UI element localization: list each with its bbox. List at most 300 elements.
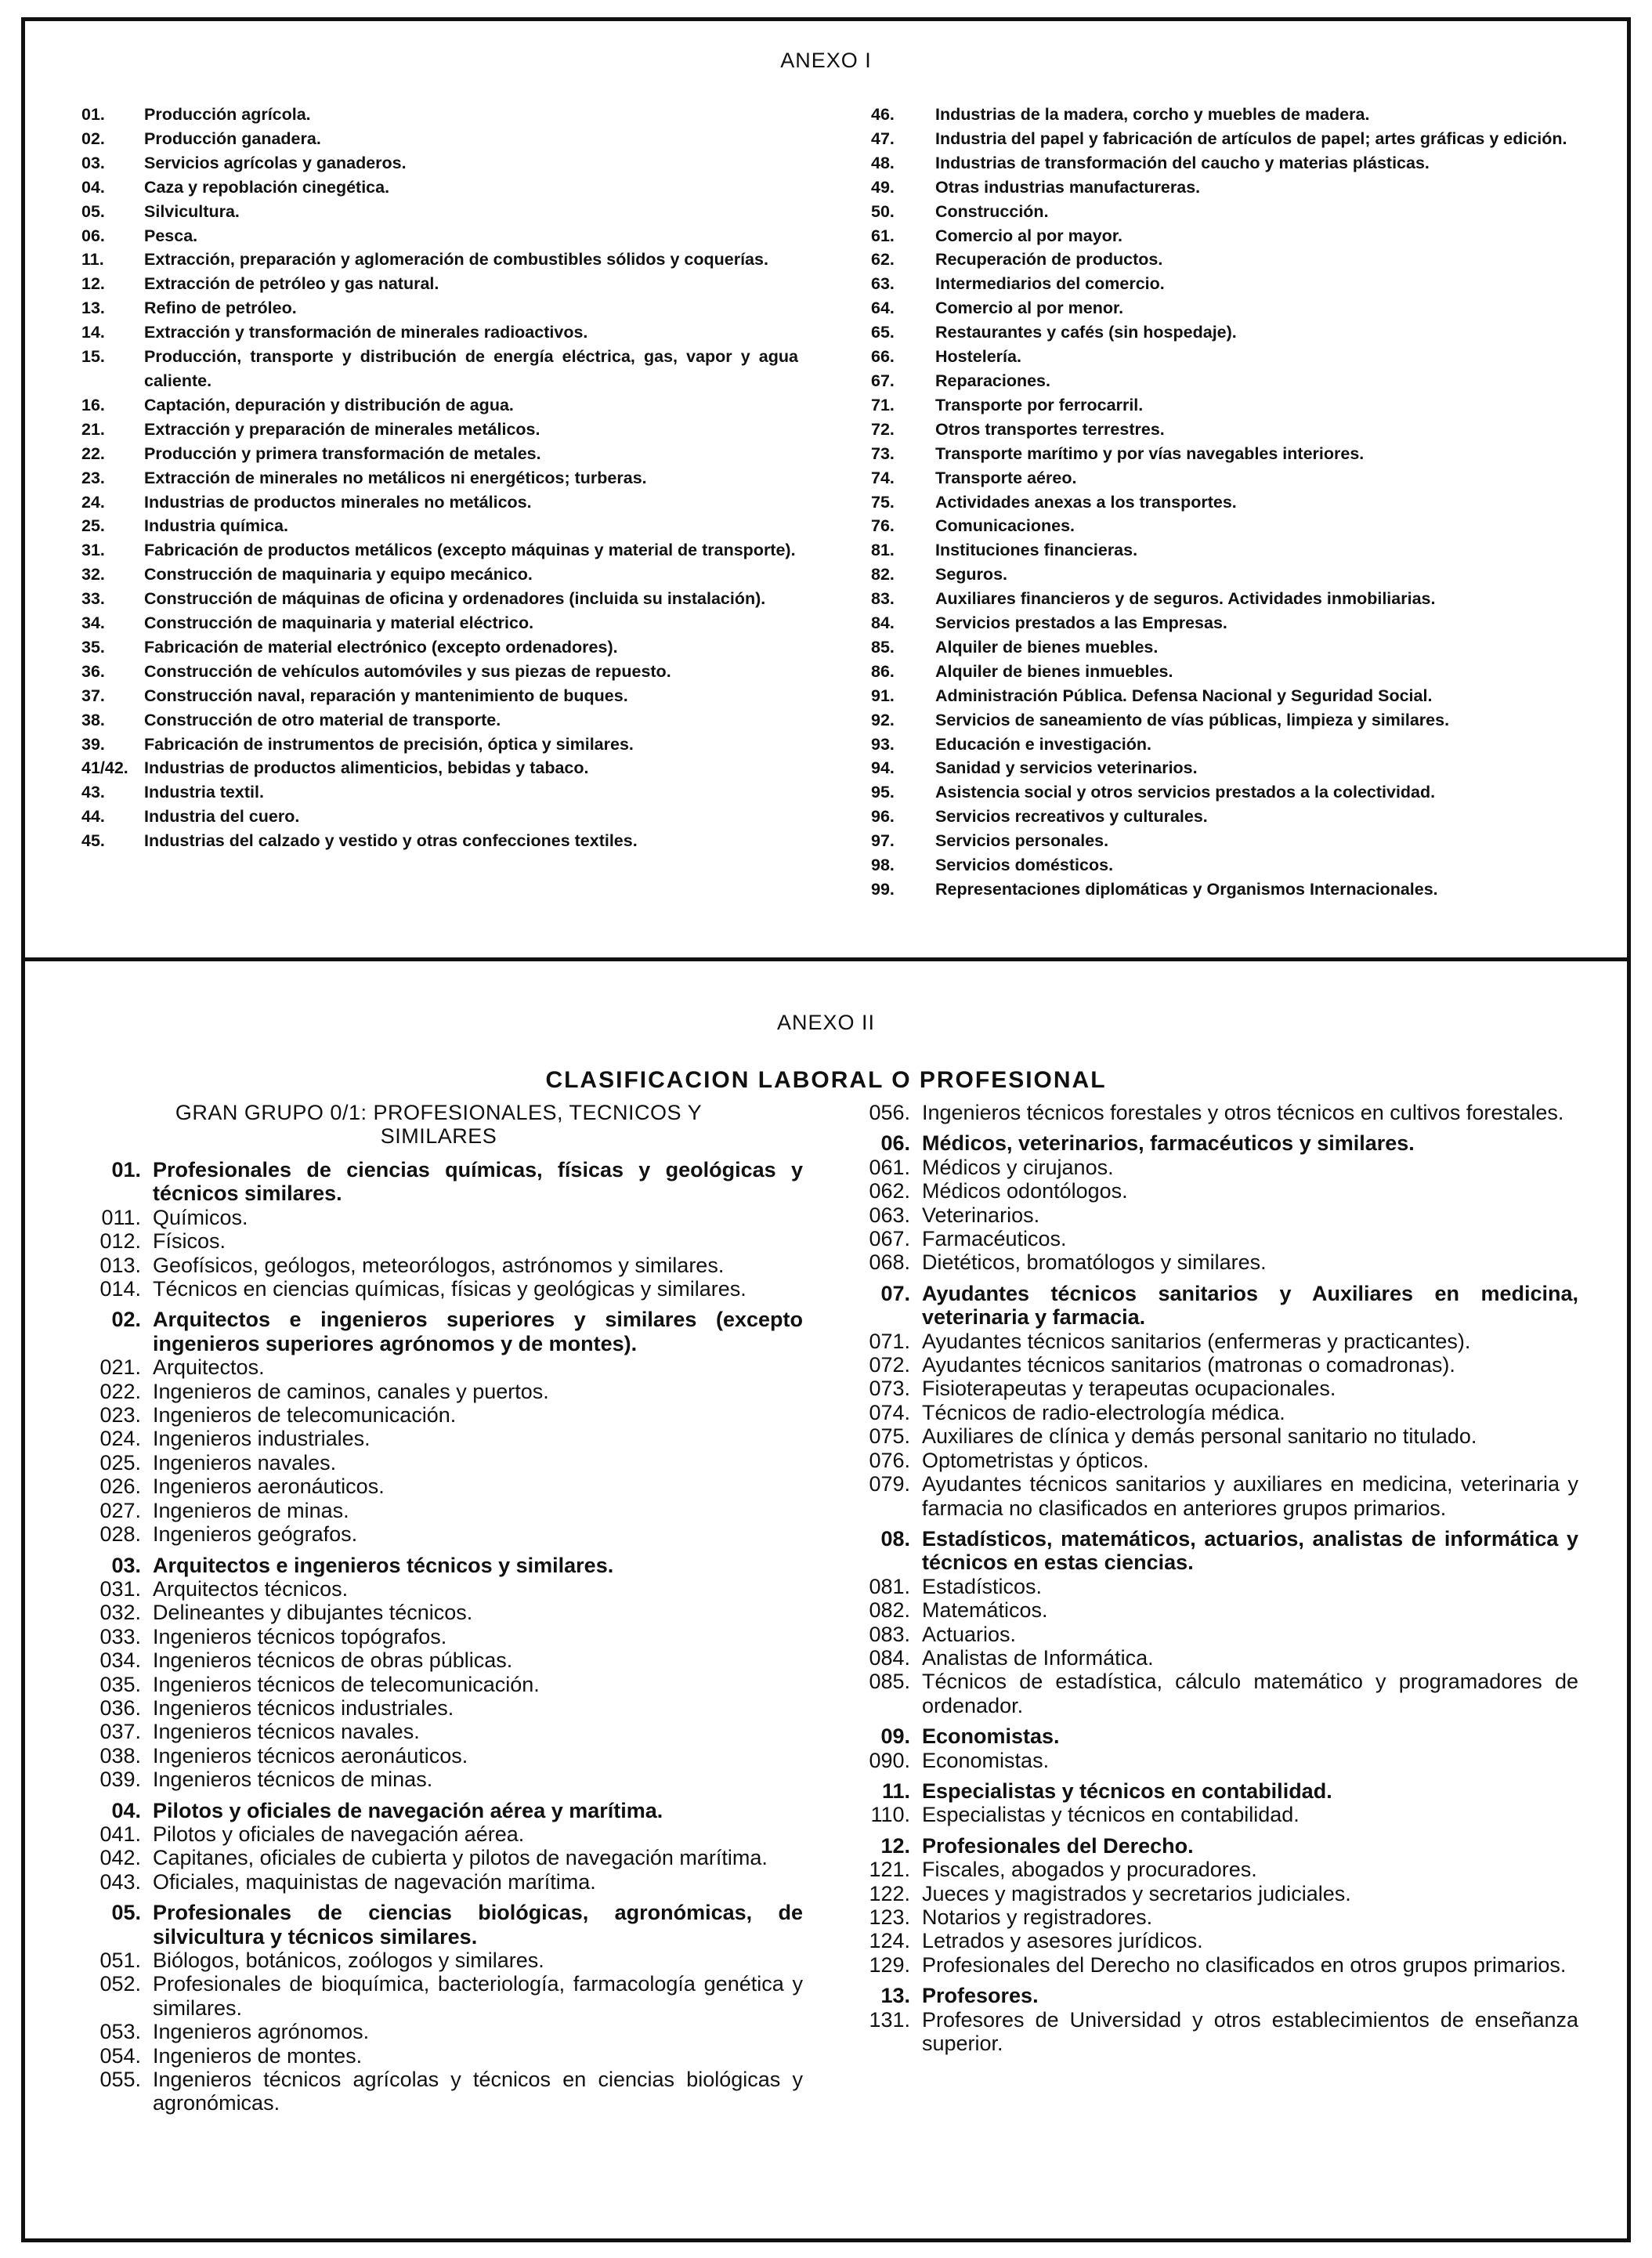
entry-code: 056. (869, 1101, 910, 1124)
list-item (81, 756, 798, 780)
list-item (838, 1250, 1578, 1274)
entry-code: 012. (99, 1229, 141, 1254)
entry-code: 014. (99, 1277, 141, 1301)
entry-text: Ingenieros técnicos topógrafos. (153, 1624, 447, 1648)
list-item (81, 660, 798, 684)
entry-text: Industria textil. (144, 783, 264, 802)
entry-code: 076. (869, 1448, 910, 1472)
entry-code: 122. (869, 1881, 910, 1905)
entry-text: Profesionales del Derecho. (922, 1833, 1194, 1858)
list-item (871, 248, 1584, 272)
list-item (871, 345, 1584, 369)
entry-code: 04. (111, 1798, 141, 1822)
list-item (838, 1929, 1578, 1952)
entry-text: Comercio al por menor. (935, 299, 1124, 318)
list-item (871, 369, 1584, 393)
entry-text: Técnicos en ciencias químicas, físicas y geológicas y similares. (153, 1277, 746, 1301)
list-item (70, 1673, 803, 1696)
entry-code: 037. (99, 1720, 141, 1744)
list-item (81, 176, 798, 200)
list-item (70, 2020, 803, 2043)
list-item (838, 1449, 1578, 1472)
annex2-right-column (838, 1101, 1578, 2055)
list-item (871, 127, 1584, 151)
entry-code: 82. (871, 565, 895, 584)
entry-code: 129. (869, 1952, 910, 1977)
list-item (871, 272, 1584, 296)
list-item (81, 490, 798, 515)
entry-text: Alquiler de bienes inmuebles. (935, 661, 1173, 681)
entry-code: 44. (81, 807, 105, 827)
list-item (81, 200, 798, 224)
entry-text: Químicos. (153, 1205, 248, 1229)
list-item (871, 393, 1584, 418)
entry-code: 43. (81, 783, 105, 802)
entry-text: Industrias de productos alimenticios, bebidas y tabaco. (144, 758, 589, 778)
entry-code: 31. (81, 541, 105, 560)
entry-text: Especialistas y técnicos en contabilidad. (922, 1779, 1332, 1803)
entry-code: 61. (871, 226, 895, 245)
list-item (838, 1646, 1578, 1670)
entry-code: 83. (871, 589, 895, 609)
entry-text: Ingenieros industriales. (153, 1427, 371, 1451)
entry-code: 93. (871, 734, 895, 754)
entry-code: 08. (880, 1526, 910, 1551)
entry-text: Transporte por ferrocarril. (935, 395, 1144, 414)
entry-code: 50. (871, 201, 895, 221)
entry-text: Analistas de Informática. (922, 1645, 1154, 1670)
list-item (838, 1377, 1578, 1400)
entry-text: Profesores de Universidad y otros establecimientos de enseñanza superior. (922, 2007, 1578, 2056)
entry-code: 04. (81, 177, 105, 197)
entry-text: Seguros. (935, 565, 1007, 584)
entry-code: 35. (81, 637, 105, 657)
entry-text: Ingenieros de montes. (153, 2043, 363, 2068)
list-item (81, 635, 798, 660)
entry-text: Servicios recreativos y culturales. (935, 807, 1208, 827)
entry-text: Servicios domésticos. (935, 856, 1114, 875)
entry-code: 64. (871, 299, 895, 318)
list-item (871, 176, 1584, 200)
entry-text: Fabricación de instrumentos de precisión, óptica y similares. (144, 734, 634, 754)
list-item (70, 1601, 803, 1624)
entry-text: Economistas. (922, 1724, 1060, 1749)
category-entry (838, 1131, 1578, 1155)
list-item (70, 1229, 803, 1253)
list-item (70, 1625, 803, 1648)
entry-code: 06. (81, 226, 105, 245)
entry-text: Profesores. (922, 1984, 1039, 2008)
entry-code: 038. (99, 1743, 141, 1768)
entry-code: 02. (81, 128, 105, 148)
list-item (871, 780, 1584, 805)
entry-code: 075. (869, 1424, 910, 1449)
list-item (70, 1577, 803, 1601)
entry-code: 63. (871, 274, 895, 294)
entry-text: Biólogos, botánicos, zoólogos y similares. (153, 1949, 544, 1972)
list-item (871, 490, 1584, 515)
entry-text: Capitanes, oficiales de cubierta y pilotos de navegación marítima. (153, 1846, 768, 1870)
list-item (838, 1905, 1578, 1929)
entry-text: Pilotos y oficiales de navegación aérea y marítima. (153, 1798, 663, 1822)
list-item (70, 1475, 803, 1498)
entry-code: 025. (99, 1450, 141, 1475)
entry-code: 026. (99, 1475, 141, 1499)
list-item (838, 1803, 1578, 1826)
entry-text: Silvicultura. (144, 201, 240, 221)
entry-code: 071. (869, 1329, 910, 1353)
list-item (838, 2008, 1578, 2056)
entry-code: 090. (869, 1748, 910, 1772)
list-item (871, 151, 1584, 176)
entry-code: 067. (869, 1227, 910, 1251)
entry-code: 66. (871, 347, 895, 367)
list-item (838, 1749, 1578, 1772)
entry-code: 96. (871, 807, 895, 827)
entry-text: Ayudantes técnicos sanitarios (enfermeras y practicantes). (922, 1329, 1471, 1353)
entry-code: 032. (99, 1601, 141, 1625)
entry-text: Instituciones financieras. (935, 541, 1138, 560)
entry-code: 024. (99, 1427, 141, 1451)
entry-code: 97. (871, 831, 895, 851)
entry-text: Comercio al por mayor. (935, 226, 1122, 245)
list-item (70, 1846, 803, 1869)
entry-code: 48. (871, 153, 895, 172)
entry-text: Auxiliares financieros y de seguros. Actividades inmobiliarias. (935, 589, 1436, 609)
entry-text: Ingenieros técnicos de obras públicas. (153, 1648, 513, 1673)
entry-code: 068. (869, 1250, 910, 1275)
entry-code: 034. (99, 1648, 141, 1673)
category-entry (70, 1799, 803, 1822)
entry-code: 32. (81, 565, 105, 584)
entry-text: Industrias del calzado y vestido y otras confecciones textiles. (144, 831, 638, 851)
entry-text: Reparaciones. (935, 371, 1050, 390)
list-item (871, 829, 1584, 853)
list-item (871, 805, 1584, 829)
list-item (838, 1101, 1578, 1124)
entry-text: Especialistas y técnicos en contabilidad. (922, 1803, 1300, 1827)
entry-text: Profesionales de bioquímica, bacteriología, farmacología genética y similares. (153, 1972, 803, 2020)
entry-text: Extracción de minerales no metálicos ni energéticos; turberas. (144, 468, 647, 487)
entry-text: Delineantes y dibujantes técnicos. (153, 1601, 473, 1625)
entry-text: Transporte aéreo. (935, 468, 1077, 487)
entry-text: Ingenieros técnicos navales. (153, 1720, 420, 1744)
list-item (70, 1949, 803, 1972)
list-item (871, 733, 1584, 757)
list-item (81, 442, 798, 466)
entry-code: 23. (81, 468, 105, 487)
list-item (81, 345, 798, 393)
list-item (871, 224, 1584, 248)
entry-text: Representaciones diplomáticas y Organismos Internacionales. (935, 880, 1438, 899)
entry-code: 033. (99, 1624, 141, 1648)
entry-text: Construcción naval, reparación y mantenimiento de buques. (144, 686, 628, 705)
entry-code: 39. (81, 734, 105, 754)
entry-text: Construcción de maquinaria y material eléctrico. (144, 613, 534, 633)
entry-code: 71. (871, 395, 895, 414)
entry-text: Otras industrias manufactureras. (935, 177, 1201, 197)
list-item (838, 1353, 1578, 1377)
list-item (871, 320, 1584, 345)
entry-text: Construcción de maquinaria y equipo mecánico. (144, 565, 533, 584)
entry-code: 62. (871, 250, 895, 270)
entry-code: 05. (81, 201, 105, 221)
list-item (81, 805, 798, 829)
entry-code: 75. (871, 492, 895, 512)
entry-code: 041. (99, 1822, 141, 1846)
entry-code: 94. (871, 758, 895, 778)
list-item (81, 611, 798, 635)
entry-text: Industrias de transformación del caucho y materias plásticas. (935, 153, 1430, 172)
category-entry (70, 1158, 803, 1206)
entry-text: Servicios agrícolas y ganaderos. (144, 153, 407, 172)
entry-text: Educación e investigación. (935, 734, 1151, 754)
list-item (81, 248, 798, 272)
entry-code: 110. (870, 1803, 910, 1827)
category-entry (838, 1527, 1578, 1575)
list-item (81, 103, 798, 127)
annex1-left-column (81, 103, 798, 853)
entry-text: Alquiler de bienes muebles. (935, 637, 1159, 657)
entry-text: Ingenieros agrónomos. (153, 2020, 370, 2044)
entry-code: 45. (81, 831, 105, 851)
list-item (838, 1401, 1578, 1424)
list-item (838, 1424, 1578, 1448)
entry-code: 055. (99, 2068, 141, 2092)
list-item (871, 103, 1584, 127)
entry-text: Matemáticos. (922, 1598, 1048, 1623)
entry-code: 028. (99, 1522, 141, 1547)
entry-text: Servicios prestados a las Empresas. (935, 613, 1227, 633)
entry-text: Otros transportes terrestres. (935, 419, 1165, 439)
entry-text: Ingenieros técnicos de minas. (153, 1768, 433, 1792)
list-item (871, 756, 1584, 780)
list-item (838, 1670, 1578, 1717)
entry-code: 91. (871, 686, 895, 705)
entry-code: 053. (99, 2020, 141, 2044)
list-item (871, 635, 1584, 660)
list-item (838, 1623, 1578, 1646)
entry-code: 34. (81, 613, 105, 633)
entry-text: Estadísticos, matemáticos, actuarios, analistas de informática y técnicos en estas ciencias. (922, 1526, 1578, 1575)
entry-code: 074. (869, 1400, 910, 1424)
entry-code: 11. (81, 250, 104, 270)
entry-code: 98. (871, 856, 895, 875)
list-item (81, 296, 798, 320)
entry-text: Industria química. (144, 516, 288, 536)
entry-text: Construcción de vehículos automóviles y sus piezas de repuesto. (144, 661, 671, 681)
group-title: GRAN GRUPO 0/1: PROFESIONALES, TECNICOS Y SIMILARES (175, 1101, 703, 1148)
entry-code: 123. (869, 1905, 910, 1929)
entry-text: Ayudantes técnicos sanitarios y Auxiliares en medicina, veterinaria y farmacia. (922, 1281, 1578, 1330)
entry-text: Ingenieros técnicos de telecomunicación. (153, 1672, 540, 1696)
entry-code: 051. (99, 1949, 141, 1972)
entry-code: 65. (871, 323, 895, 342)
entry-text: Profesionales de ciencias biológicas, agronómicas, de silvicultura y técnicos similares. (153, 1901, 803, 1949)
entry-text: Producción y primera transformación de metales. (144, 443, 541, 463)
list-item (70, 1451, 803, 1475)
entry-text: Ingenieros técnicos forestales y otros técnicos en cultivos forestales. (922, 1101, 1564, 1124)
category-entry (838, 1282, 1578, 1330)
list-item (70, 1403, 803, 1427)
entry-text: Construcción de máquinas de oficina y ordenadores (incluida su instalación). (144, 589, 766, 609)
entry-code: 22. (81, 443, 105, 463)
entry-code: 38. (81, 710, 105, 729)
category-entry (70, 1308, 803, 1355)
list-item (70, 1206, 803, 1229)
entry-text: Estadísticos. (922, 1574, 1043, 1598)
entry-code: 36. (81, 661, 105, 681)
entry-code: 039. (99, 1768, 141, 1792)
list-item (871, 418, 1584, 442)
entry-code: 09. (880, 1724, 910, 1749)
entry-text: Ayudantes técnicos sanitarios y auxiliares en medicina, veterinaria y farmacia no clasificados en anteriores grupos primarios. (922, 1472, 1578, 1520)
entry-text: Extracción y transformación de minerales radioactivos. (144, 323, 588, 342)
entry-text: Actuarios. (922, 1622, 1017, 1646)
list-item (70, 1254, 803, 1277)
entry-code: 49. (871, 177, 895, 197)
entry-code: 76. (871, 516, 895, 536)
list-item (81, 320, 798, 345)
entry-text: Ingenieros geógrafos. (153, 1522, 358, 1547)
category-entry (838, 1984, 1578, 2007)
list-item (81, 563, 798, 587)
entry-text: Fiscales, abogados y procuradores. (922, 1858, 1257, 1882)
entry-code: 036. (99, 1695, 141, 1720)
list-item (70, 2044, 803, 2068)
entry-text: Restaurantes y cafés (sin hospedaje). (935, 323, 1237, 342)
entry-code: 022. (99, 1379, 141, 1403)
entry-code: 21. (81, 419, 105, 439)
list-item (871, 466, 1584, 490)
entry-code: 084. (869, 1645, 910, 1670)
entry-code: 15. (81, 347, 105, 367)
entry-code: 33. (81, 589, 105, 609)
entry-text: Físicos. (153, 1229, 226, 1254)
entry-text: Industria del cuero. (144, 807, 300, 827)
list-item (871, 442, 1584, 466)
entry-text: Fisioterapeutas y terapeutas ocupacionales. (922, 1377, 1336, 1401)
entry-code: 92. (871, 710, 895, 729)
entry-text: Veterinarios. (922, 1203, 1040, 1227)
list-item (70, 1648, 803, 1672)
section-divider (21, 957, 1631, 961)
entry-text: Producción, transporte y distribución de energía eléctrica, gas, vapor y agua caliente. (144, 347, 798, 390)
entry-code: 079. (869, 1472, 910, 1496)
list-item (81, 780, 798, 805)
list-item (871, 538, 1584, 563)
list-item (838, 1882, 1578, 1905)
list-item (871, 514, 1584, 538)
entry-text: Servicios de saneamiento de vías públicas, limpieza y similares. (935, 710, 1450, 729)
entry-code: 013. (99, 1253, 141, 1277)
list-item (81, 829, 798, 853)
entry-text: Arquitectos técnicos. (153, 1576, 349, 1601)
list-item (838, 1858, 1578, 1881)
list-item (70, 1768, 803, 1791)
category-entry (70, 1901, 803, 1949)
entry-code: 25. (81, 516, 105, 536)
entry-text: Extracción de petróleo y gas natural. (144, 274, 439, 294)
entry-text: Sanidad y servicios veterinarios. (935, 758, 1198, 778)
entry-code: 86. (871, 661, 895, 681)
entry-text: Servicios personales. (935, 831, 1109, 851)
list-item (81, 684, 798, 708)
list-item (70, 1972, 803, 2020)
entry-text: Industria del papel y fabricación de artículos de papel; artes gráficas y edición. (935, 128, 1567, 148)
entry-text: Refino de petróleo. (144, 299, 297, 318)
entry-code: 46. (871, 105, 895, 124)
entry-code: 062. (869, 1179, 910, 1203)
list-item (70, 1522, 803, 1546)
entry-text: Oficiales, maquinistas de nagevación marítima. (153, 1869, 596, 1894)
annex2-left-column (70, 1151, 803, 2115)
entry-text: Comunicaciones. (935, 516, 1075, 536)
list-item (70, 1696, 803, 1720)
entry-code: 124. (869, 1929, 910, 1953)
entry-text: Extracción y preparación de minerales metálicos. (144, 419, 540, 439)
entry-code: 67. (871, 371, 895, 390)
entry-text: Construcción. (935, 201, 1049, 221)
category-entry (838, 1724, 1578, 1748)
list-item (70, 1499, 803, 1522)
entry-code: 085. (869, 1670, 910, 1694)
entry-code: 74. (871, 468, 895, 487)
list-item (81, 127, 798, 151)
entry-text: Recuperación de productos. (935, 250, 1163, 270)
list-item (70, 1822, 803, 1846)
entry-text: Producción agrícola. (144, 105, 311, 124)
category-entry (838, 1834, 1578, 1858)
entry-text: Ingenieros navales. (153, 1450, 337, 1475)
list-item (871, 708, 1584, 733)
entry-code: 052. (99, 1972, 141, 1996)
list-item (838, 1203, 1578, 1227)
entry-code: 082. (869, 1598, 910, 1623)
list-item (81, 587, 798, 611)
entry-text: Médicos odontólogos. (922, 1179, 1128, 1203)
list-item (70, 1870, 803, 1894)
entry-text: Profesionales de ciencias químicas, físicas y geológicas y técnicos similares. (153, 1158, 803, 1206)
category-entry (70, 1554, 803, 1577)
entry-code: 03. (111, 1553, 141, 1577)
entry-text: Profesionales del Derecho no clasificados en otros grupos primarios. (922, 1952, 1567, 1977)
entry-text: Actividades anexas a los transportes. (935, 492, 1237, 512)
entry-text: Jueces y magistrados y secretarios judiciales. (922, 1881, 1351, 1905)
entry-text: Caza y repoblación cinegética. (144, 177, 390, 197)
entry-code: 47. (871, 128, 895, 148)
list-item (838, 1227, 1578, 1250)
list-item (871, 853, 1584, 878)
list-item (838, 1575, 1578, 1598)
entry-text: Extracción, preparación y aglomeración de combustibles sólidos y coquerías. (144, 250, 768, 270)
entry-code: 061. (869, 1155, 910, 1179)
entry-code: 12. (880, 1833, 910, 1858)
entry-code: 12. (81, 274, 105, 294)
entry-code: 72. (871, 419, 895, 439)
list-item (70, 1355, 803, 1379)
entry-code: 131. (869, 2007, 910, 2032)
classification-heading: CLASIFICACION LABORAL O PROFESIONAL (545, 1067, 1107, 1093)
entry-code: 41/42. (81, 758, 128, 778)
list-item (838, 1179, 1578, 1203)
entry-text: Asistencia social y otros servicios prestados a la colectividad. (935, 783, 1436, 802)
list-item (871, 878, 1584, 902)
entry-text: Técnicos de estadística, cálculo matemático y programadores de ordenador. (922, 1670, 1578, 1717)
entry-text: Ingenieros de telecomunicación. (153, 1403, 457, 1428)
entry-code: 121. (869, 1858, 910, 1882)
entry-code: 027. (99, 1498, 141, 1522)
